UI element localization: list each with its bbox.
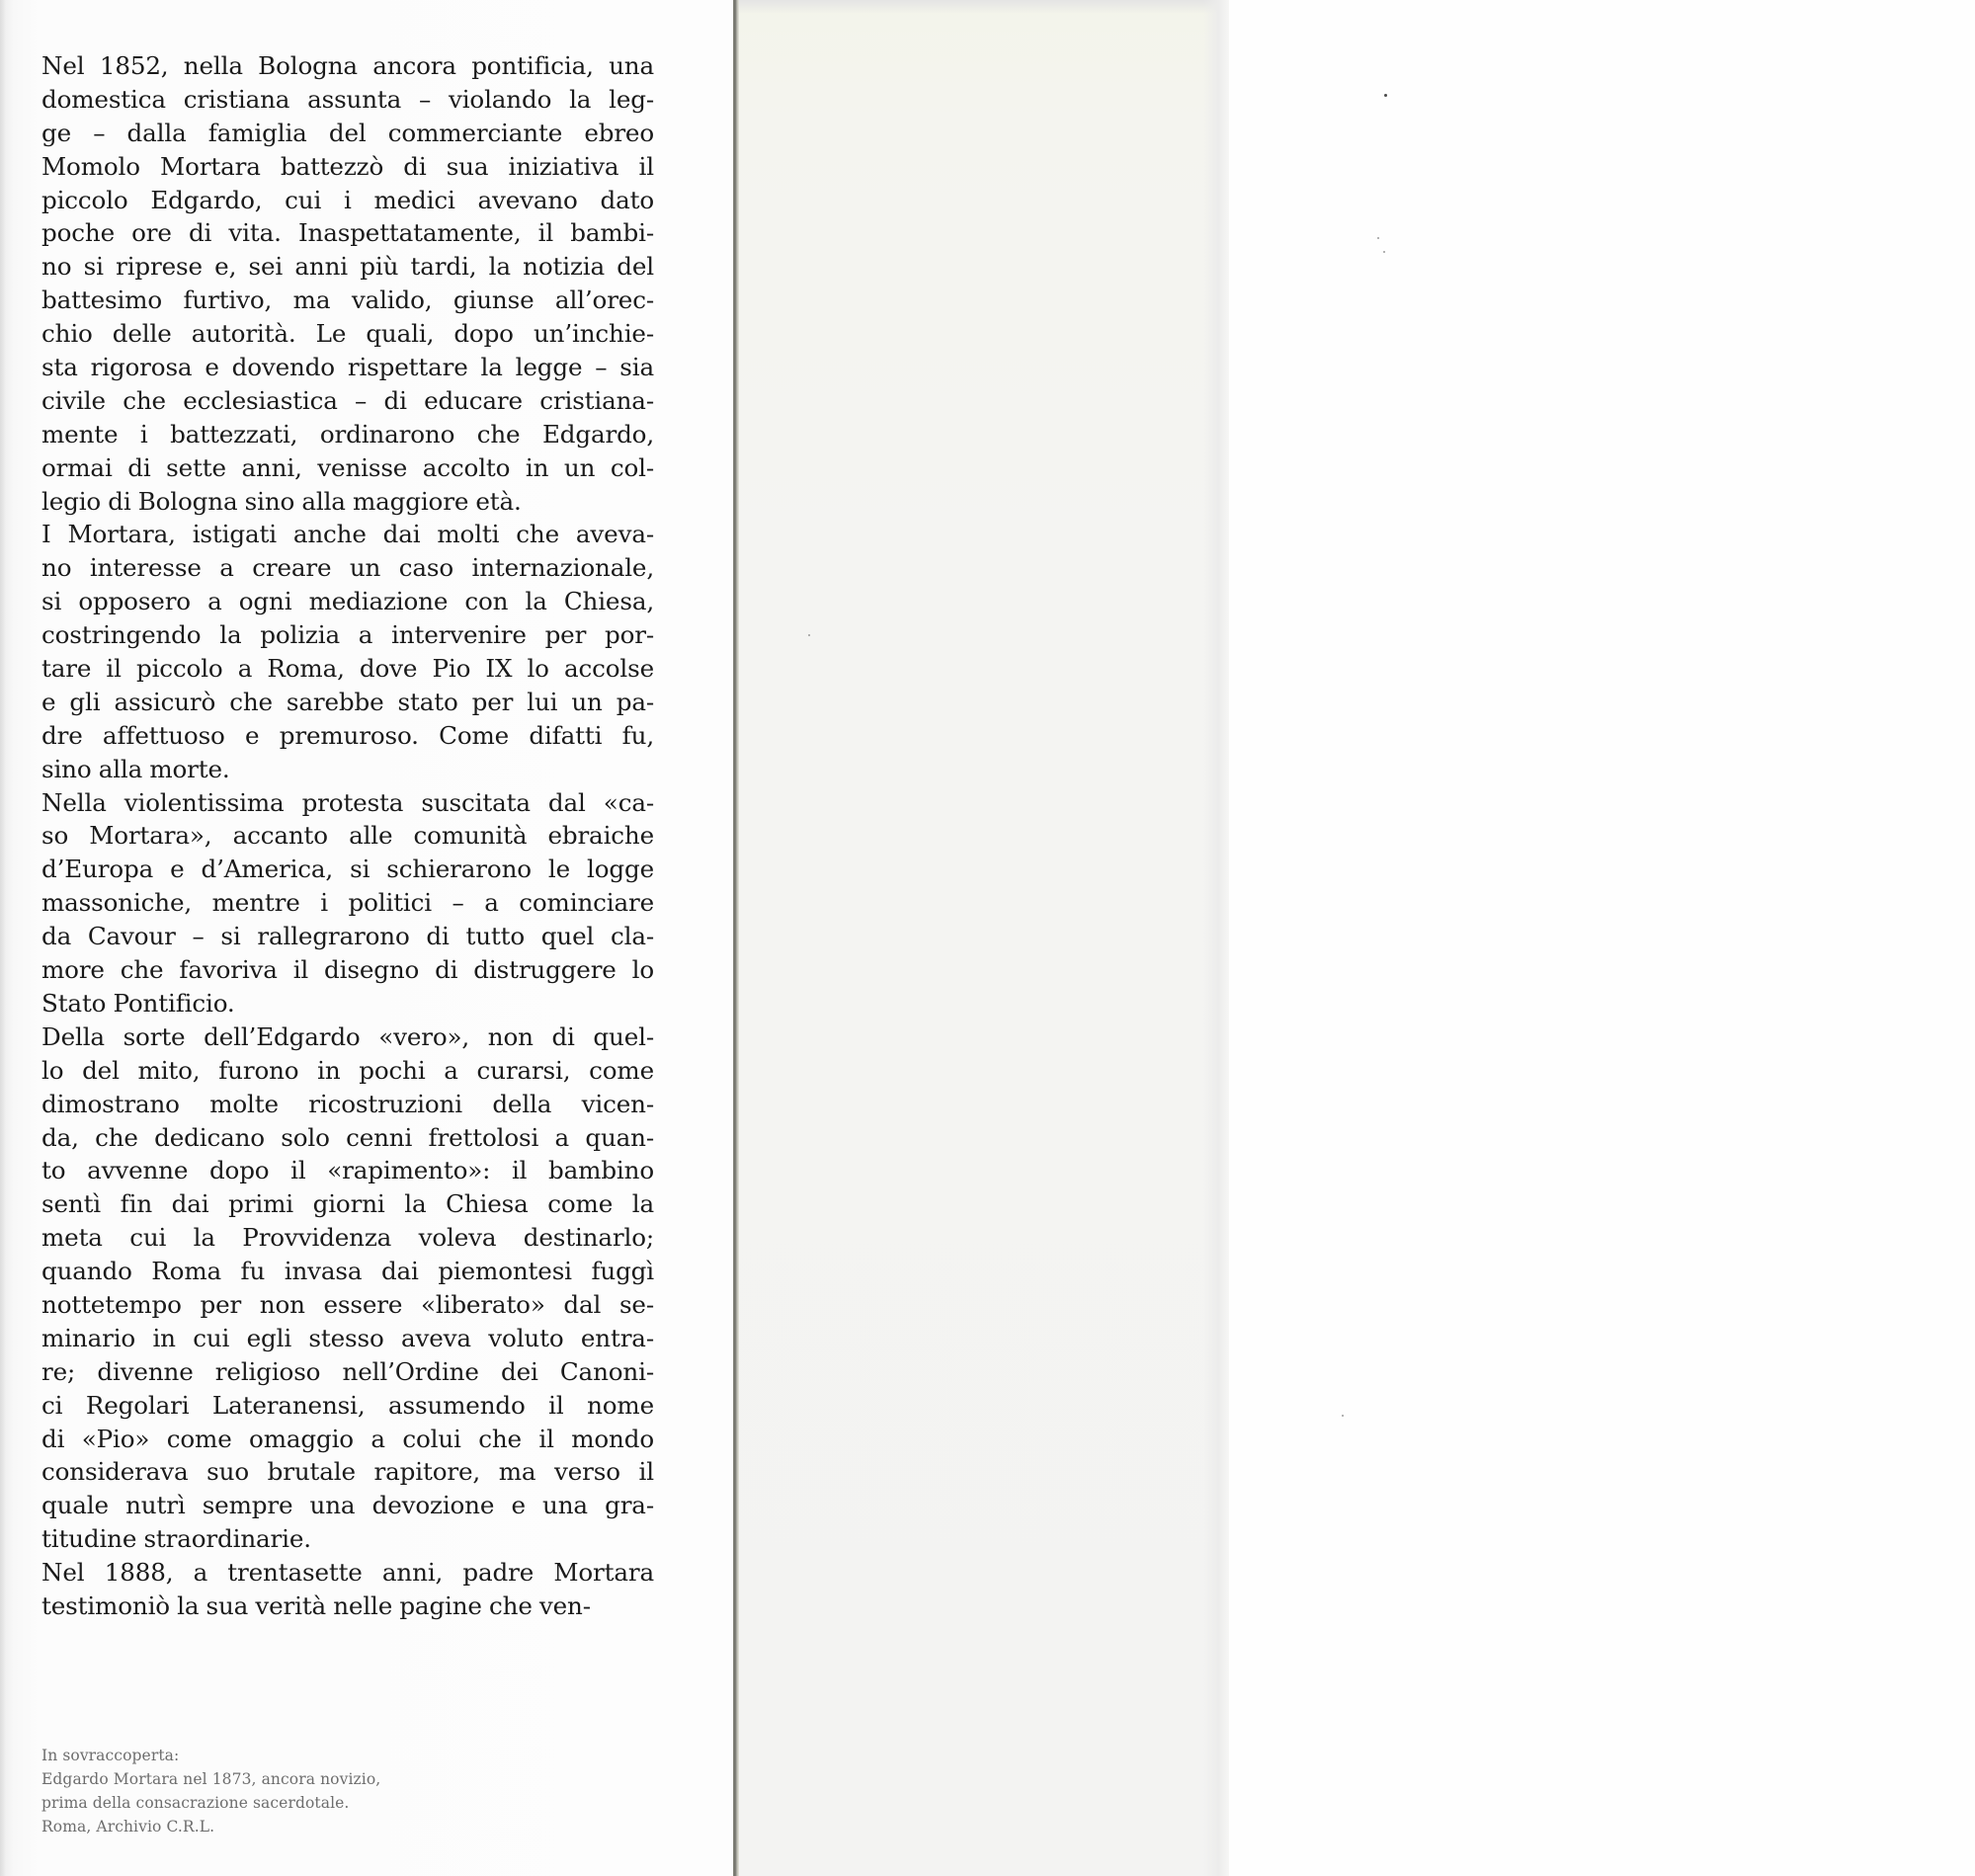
flap-text-line: considerava suo brutale rapitore, ma verso il (41, 1457, 654, 1487)
flap-text-line: di «Pio» come omaggio a colui che il mondo (41, 1424, 654, 1453)
scan-speck (1383, 251, 1385, 253)
flap-text-line: minario in cui egli stesso aveva voluto entra- (41, 1323, 654, 1352)
flap-text-line: da, che dedicano solo cenni frettolosi a quan- (41, 1122, 654, 1152)
flap-text-line: dre affettuoso e premuroso. Come difatti fu, (41, 720, 654, 750)
flap-text-line: chio delle autorità. Le quali, dopo un’inchie- (41, 319, 654, 349)
scan-speck (1342, 1415, 1344, 1417)
flap-text-line: no si riprese e, sei anni più tardi, la notizia del (41, 252, 654, 282)
flap-text-line: ge – dalla famiglia del commerciante ebreo (41, 118, 654, 147)
flap-text-line: quando Roma fu invasa dai piemontesi fuggì (41, 1257, 654, 1286)
flap-text-line: lo del mito, furono in pochi a curarsi, come (41, 1055, 654, 1085)
flap-text-line: civile che ecclesiastica – di educare cristiana- (41, 385, 654, 415)
flap-body-text (41, 49, 654, 1623)
flap-text-line: sentì fin dai primi giorni la Chiesa come la (41, 1189, 654, 1219)
flap-text-line: more che favoriva il disegno di distruggere lo (41, 955, 654, 985)
flap-text-line: Nella violentissima protesta suscitata dal «ca- (41, 787, 654, 817)
cover-caption (41, 1744, 380, 1838)
flap-text-line: legio di Bologna sino alla maggiore età. (41, 486, 522, 516)
flap-text-line: piccolo Edgardo, cui i medici avevano dato (41, 185, 654, 214)
scan-speck (808, 634, 810, 636)
flap-text-line: Della sorte dell’Edgardo «vero», non di quel- (41, 1021, 654, 1051)
flap-text-line: mente i battezzati, ordinarono che Edgardo, (41, 419, 654, 449)
flap-text-line: Stato Pontificio. (41, 988, 235, 1018)
flap-text-line: I Mortara, istigati anche dai molti che aveva- (41, 520, 654, 549)
flap-text-line: costringendo la polizia a intervenire per por- (41, 620, 654, 650)
flap-text-line: dimostrano molte ricostruzioni della vicen- (41, 1089, 654, 1118)
flap-text-line: re; divenne religioso nell’Ordine dei Canoni- (41, 1356, 654, 1386)
flap-text-line: Momolo Mortara battezzò di sua iniziativa il (41, 151, 654, 181)
caption-line: Edgardo Mortara nel 1873, ancora novizio, (41, 1770, 381, 1788)
flap-text-line: domestica cristiana assunta – violando la leg- (41, 84, 654, 114)
jacket-inner-panel (739, 0, 1229, 1876)
flap-text-line: so Mortara», accanto alle comunità ebraiche (41, 821, 654, 851)
flap-text-line: nottetempo per non essere «liberato» dal se- (41, 1289, 654, 1319)
caption-source: Roma, Archivio C.R.L. (41, 1818, 215, 1835)
flap-text-line: si opposero a ogni mediazione con la Chiesa, (41, 587, 654, 616)
flap-text-line: testimoniò la sua verità nelle pagine che ven- (41, 1591, 591, 1620)
flap-text-line: ci Regolari Lateranensi, assumendo il nome (41, 1390, 654, 1420)
flap-text-line: titudine straordinarie. (41, 1524, 311, 1554)
flap-text-line: poche ore di vita. Inaspettatamente, il bambi- (41, 218, 654, 248)
caption-heading: In sovraccoperta: (41, 1747, 180, 1764)
flap-text-line: quale nutrì sempre una devozione e una gra- (41, 1491, 654, 1520)
flap-text-line: massoniche, mentre i politici – a cominciare (41, 888, 654, 918)
flap-text-line: e gli assicurò che sarebbe stato per lui un pa- (41, 687, 654, 716)
blank-page (1229, 0, 1975, 1876)
flap-text-line: ormai di sette anni, venisse accolto in un col- (41, 452, 654, 482)
flap-text-line: Nel 1852, nella Bologna ancora pontificia, una (41, 51, 654, 80)
flap-text-line: da Cavour – si rallegrarono di tutto quel cla- (41, 922, 654, 951)
flap-text-line: no interesse a creare un caso internazionale, (41, 553, 654, 583)
flap-text-line: meta cui la Provvidenza voleva destinarlo; (41, 1223, 654, 1253)
flap-text-line: tare il piccolo a Roma, dove Pio IX lo accolse (41, 654, 654, 684)
flap-text-line: sino alla morte. (41, 754, 230, 783)
jacket-flap-left (0, 0, 733, 1876)
flap-text-line: sta rigorosa e dovendo rispettare la legge – sia (41, 353, 654, 382)
scan-speck (1377, 237, 1379, 239)
flap-text-line: battesimo furtivo, ma valido, giunse all’orec- (41, 285, 654, 315)
flap-text-line: to avvenne dopo il «rapimento»: il bambino (41, 1156, 654, 1185)
caption-line: prima della consacrazione sacerdotale. (41, 1794, 350, 1812)
flap-text-line: d’Europa e d’America, si schierarono le logge (41, 855, 654, 884)
scan-speck (1384, 94, 1387, 97)
flap-text-line: Nel 1888, a trentasette anni, padre Mortara (41, 1558, 654, 1588)
